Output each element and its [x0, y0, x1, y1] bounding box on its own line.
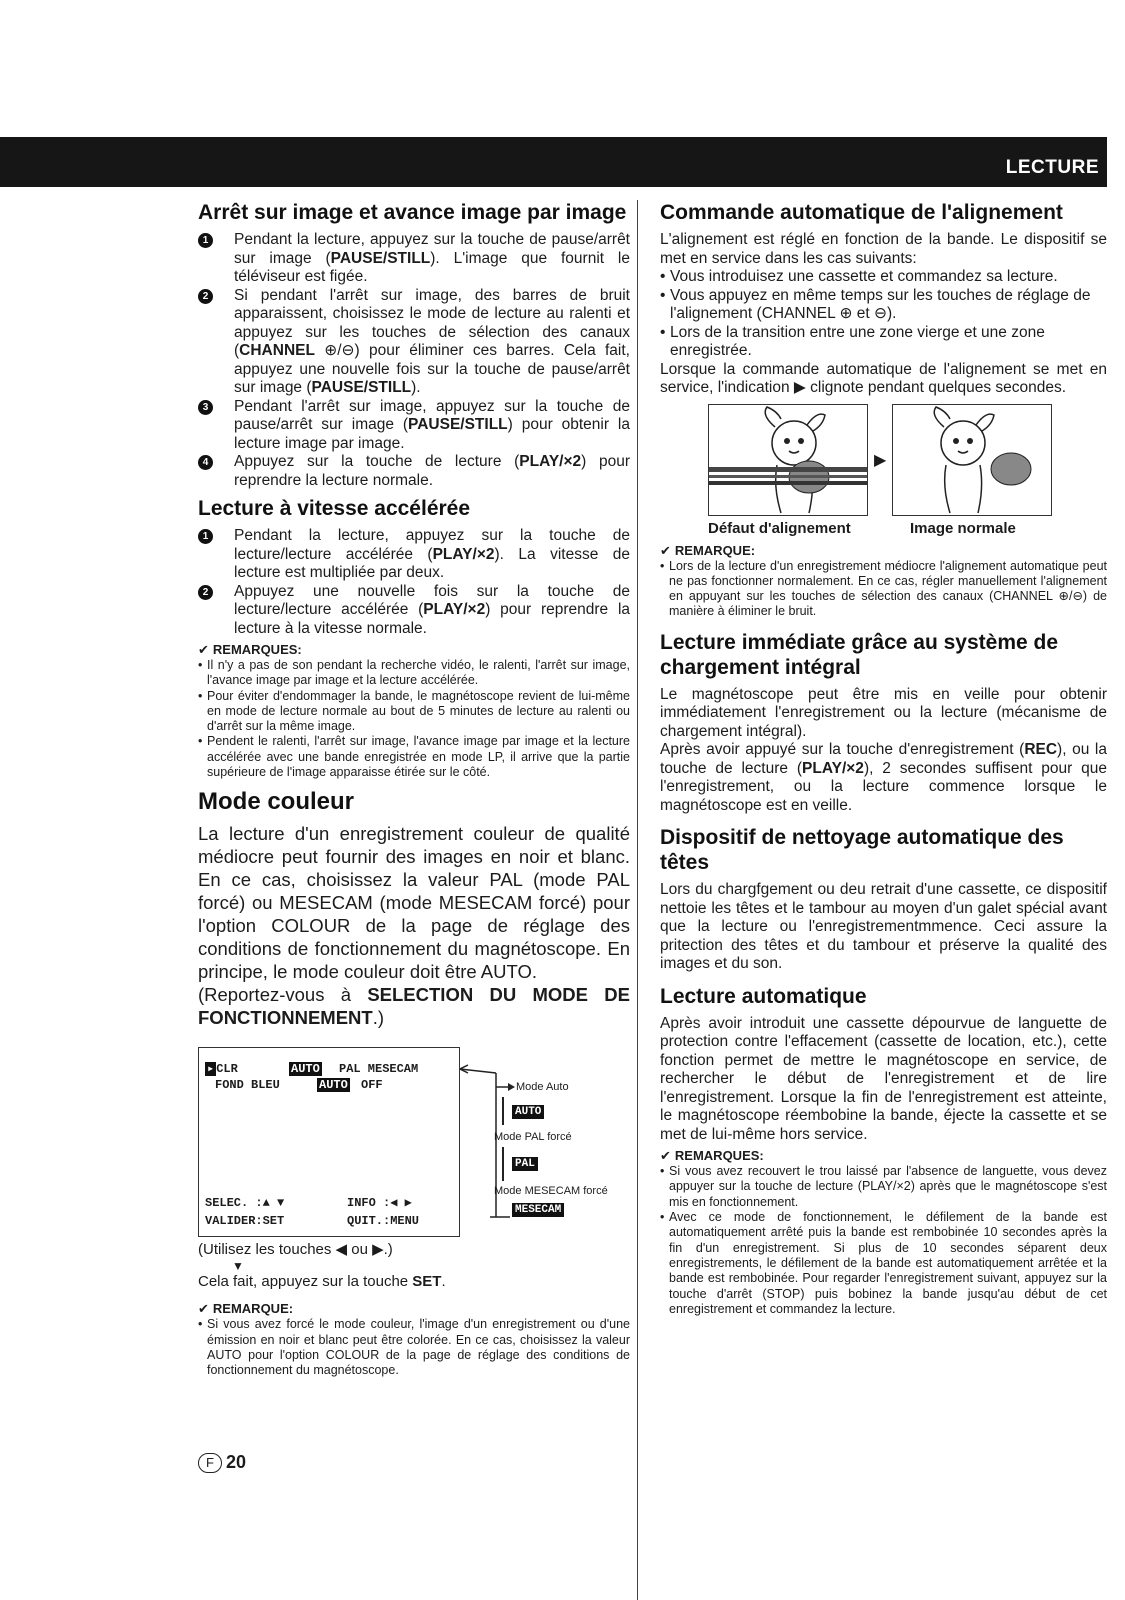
section-freeze-frame: [198, 200, 630, 490]
tracking-illustration: [660, 404, 1107, 539]
step-item: 1 Pendant la lecture, appuyez sur la touche de lecture/lecture accélérée (PLAY/×2). La vitesse de lecture est multipliée par deux.: [198, 527, 630, 583]
remarks-heading: ✔ REMARQUES:: [198, 642, 302, 657]
section-heading: Lecture automatique: [660, 984, 867, 1008]
cartoon-girl-icon: [709, 405, 868, 516]
body-text: Lors du chargfgement ou deu retrait d'une cassette, ce dispositif nettoie les têtes et le tambour au moyen d'un galet spécial avant que la lecture ou l'enregistrementmmence. Ceci assure la pritection des têtes et du tambour et préserve la qualité des images et du son.: [660, 881, 1107, 973]
mode-value: MESECAM: [512, 1203, 564, 1217]
colour-menu-diagram: [198, 1047, 630, 1259]
remarks-heading: ✔ REMARQUES:: [660, 1148, 764, 1164]
left-column: [198, 200, 630, 1385]
step-item: 2 Appuyez une nouvelle fois sur la touche de lecture/lecture accélérée (PLAY/×2) pour reprendre la lecture à la vitesse normale.: [198, 583, 630, 639]
illustration-normal: [892, 404, 1052, 516]
list-item: • Lors de la transition entre une zone vierge et une zone enregistrée.: [660, 324, 1107, 361]
mode-label: Mode MESECAM forcé: [494, 1185, 608, 1198]
remark-heading: ✔ REMARQUE:: [198, 1301, 294, 1317]
list-item: • Vous appuyez en même temps sur les touches de réglage de l'alignement (CHANNEL ⊕ et ⊖).: [660, 287, 1107, 324]
checkmark-icon: ✔: [198, 642, 209, 657]
list-item: • Vous introduisez une cassette et commandez sa lecture.: [660, 268, 1107, 287]
remark-item: • Avec ce mode de fonctionnement, le défilement de la bande est automatiquement arrêté puis la bande est rembobinée 10 secondes après la fin d'un enregistrement. Si plus de 10 secondes séparent deux enregistrements, le défilement de la bande est automatiquement arrêtée et la bande est rembobinée. Pour regarder l'enregistrement suivant, appuyez sur la touche d'arrêt (STOP) puis bobinez la bande jusqu'au début de cet enregistrement et commandez la lecture.: [660, 1210, 1107, 1317]
remark-item: • Lors de la lecture d'un enregistrement médiocre l'alignement automatique peut ne pas fonctionner normalement. En ce cas, régler manuellement l'alignement en appuyant sur les touches de sélection des canaux (CHANNEL ⊕/⊖) de manière à éliminer le bruit.: [660, 559, 1107, 620]
steps-list: [198, 231, 630, 490]
checkmark-icon: ✔: [198, 1301, 209, 1317]
figure-caption: Défaut d'alignement: [708, 519, 851, 537]
section-auto-tracking: [660, 200, 1107, 620]
step-item: 2 Si pendant l'arrêt sur image, des barres de bruit apparaissent, choisissez le mode de lecture au ralenti et appuyez sur les touches de sélection des canaux (CHANNEL ⊕/⊖) pour éliminer ces barres. Cela fait, appuyez une nouvelle fois sur la touche de pause/arrêt sur image (PAUSE/STILL).: [198, 287, 630, 398]
cartoon-girl-icon: [893, 405, 1052, 516]
down-arrow-icon: ▼: [232, 1259, 244, 1274]
section-heading: Arrêt sur image et avance image par image: [198, 201, 627, 224]
step-number: 2: [198, 289, 213, 304]
language-badge: F: [198, 1453, 222, 1473]
remark-item: • Pendent le ralenti, l'arrêt sur image, l'avance image par image et la lecture accélérée avec une bande enregistrée en mode LP, il arrive que la partie supérieure de l'image apparaisse étirée sur le côté.: [198, 734, 630, 780]
reference-text: (Reportez-vous à SELECTION DU MODE DE FONCTIONNEMENT.): [198, 984, 630, 1029]
page-footer: [198, 1452, 246, 1473]
menu-value-highlight: AUTO: [291, 1062, 320, 1077]
step-number: 1: [198, 233, 213, 248]
remarks-list: [660, 1164, 1107, 1317]
step-number: 1: [198, 529, 213, 544]
steps-list: [198, 527, 630, 638]
step-item: 1 Pendant la lecture, appuyez sur la touche de pause/arrêt sur image (PAUSE/STILL). L'image que fournit le téléviseur est figée.: [198, 231, 630, 287]
body-text: Le magnétoscope peut être mis en veille pour obtenir immédiatement l'enregistrement ou la lecture (mécanisme de chargement intégral).: [660, 685, 1107, 740]
step-number: 3: [198, 400, 213, 415]
body-text: Lorsque la commande automatique de l'alignement se met en service, l'indication ▶ clignote pendant quelques secondes.: [660, 360, 1107, 396]
body-text: Après avoir introduit une cassette dépourvue de languette de protection contre l'effacement (cassette de location, etc.), cette fonction permet de mettre le magnétoscope en service, de rechercher le début de l'enregistrement et de lire l'enregistrement. Lorsque la fin de l'enregistrement est atteinte, le magnétoscope réembobine la bande, éjecte la cassette et se met de lui-même hors service.: [660, 1014, 1107, 1143]
section-auto-play: [660, 984, 1107, 1317]
figure-caption: Image normale: [910, 519, 1016, 537]
section-heading: Commande automatique de l'alignement: [660, 201, 1063, 224]
checkmark-icon: ✔: [660, 1148, 671, 1164]
page-number: 20: [226, 1452, 247, 1472]
section-head-cleaning: [660, 825, 1107, 974]
section-heading: Lecture à vitesse accélérée: [198, 497, 471, 520]
step-item: 3 Pendant l'arrêt sur image, appuyez sur la touche de pause/arrêt sur image (PAUSE/STILL) pour obtenir la lecture image par image.: [198, 398, 630, 454]
body-text: Après avoir appuyé sur la touche d'enregistrement (REC), ou la touche de lecture (PLAY/×2), 2 secondes suffisent pour que l'enregistrement, ou la lecture commence lorsque le magnétoscope est en veille.: [660, 741, 1107, 814]
checkmark-icon: ✔: [660, 542, 671, 558]
remark-heading: ✔ REMARQUE:: [660, 542, 756, 558]
remark-item: • Si vous avez forcé le mode couleur, l'image d'un enregistrement ou d'une émission en noir et blanc peut être colorée. En ce cas, choisissez la valeur AUTO pour l'option COLOUR de la page de réglage des conditions de fonctionnement du magnétoscope.: [198, 1317, 630, 1378]
section-heading: Mode couleur: [198, 788, 355, 816]
cursor-icon: ▸: [207, 1062, 215, 1077]
remarks-list: [198, 658, 630, 780]
body-text: L'alignement est réglé en fonction de la bande. Le dispositif se met en service dans les cas suivants:: [660, 231, 1107, 267]
section-heading: Dispositif de nettoyage automatique des têtes: [660, 826, 1064, 875]
use-keys-note: (Utilisez les touches ◀ ou ▶.): [198, 1241, 393, 1259]
section-title: LECTURE: [1005, 157, 1099, 178]
body-text: La lecture d'un enregistrement couleur de qualité médiocre peut fournir des images en noir et blanc. En ce cas, choisissez la valeur PAL (mode PAL forcé) ou MESECAM (mode MESECAM forcé) pour l'option COLOUR de la page de réglage des conditions de fonctionnement du magnétoscope. En principe, le mode couleur doit être AUTO.: [198, 823, 630, 983]
confirm-text: Cela fait, appuyez sur la touche SET.: [198, 1273, 446, 1291]
remark-item: • Pour éviter d'endommager la bande, le magnétoscope revient de lui-même en mode de lecture normale au bout de 5 minutes de lecture au ralenti ou d'arrêt sur la même image.: [198, 689, 630, 735]
illustration-bad-tracking: [708, 404, 868, 516]
section-full-loading: [660, 630, 1107, 816]
remarks-list: [198, 1317, 630, 1378]
conditions-list: [660, 268, 1107, 361]
menu-value-highlight: AUTO: [319, 1078, 348, 1093]
right-column: [660, 200, 1107, 1323]
section-heading: Lecture immédiate grâce au système de chargement intégral: [660, 630, 1059, 679]
mode-label: Mode Auto: [516, 1081, 569, 1094]
step-number: 4: [198, 455, 213, 470]
remarks-list: [660, 559, 1107, 620]
mode-value: PAL: [512, 1157, 538, 1171]
osd-menu-screen: ▸ CLR AUTO PAL MESECAM FOND BLEU AUTO OFF SELEC. :▲ ▼ INFO :◀ ▶ VALIDER:SET QUIT.:MENU: [198, 1047, 460, 1237]
down-arrow-icon: [502, 1097, 504, 1125]
mode-value: AUTO: [512, 1105, 544, 1119]
section-header-bar: [0, 137, 1107, 187]
mode-label: Mode PAL forcé: [494, 1131, 572, 1144]
section-colour-mode: [198, 788, 630, 1378]
down-arrow-icon: [502, 1147, 504, 1181]
step-number: 2: [198, 585, 213, 600]
section-fast-play: [198, 496, 630, 780]
remark-item: • Si vous avez recouvert le trou laissé par l'absence de languette, vous devez appuyer sur la touche de lecture (PLAY/×2) après que le magnétoscope s'est mis en fonctionnement.: [660, 1164, 1107, 1210]
column-divider: [637, 200, 638, 1600]
arrow-right-icon: ▶: [874, 451, 887, 469]
remark-item: • Il n'y a pas de son pendant la recherche vidéo, le ralenti, l'arrêt sur image, l'avance image par image et la lecture accélérée.: [198, 658, 630, 689]
step-item: 4 Appuyez sur la touche de lecture (PLAY/×2) pour reprendre la lecture normale.: [198, 453, 630, 490]
